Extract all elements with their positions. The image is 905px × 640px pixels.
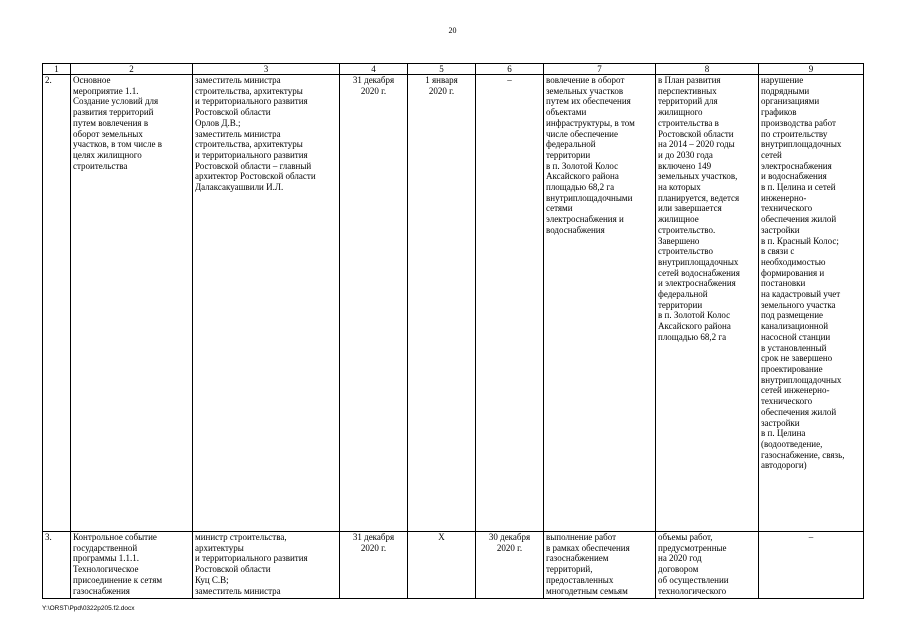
- column-number: 1: [43, 64, 71, 75]
- row-number-cell: 2.: [43, 75, 71, 532]
- column-number: 8: [656, 64, 759, 75]
- responsible-cell: министр строительства, архитектуры и территориального развития Ростовской области Куц С.В; заместитель министра: [193, 532, 340, 599]
- actual-end-date-cell: –: [476, 75, 544, 532]
- actual-end-date-cell: 30 декабря 2020 г.: [476, 532, 544, 599]
- column-number: 2: [71, 64, 193, 75]
- table-row: [43, 532, 864, 599]
- activity-name-cell: Основное мероприятие 1.1. Создание условий для развития территорий путем вовлечения в оборот земельных участков, в том числе в целях жилищного строительства: [71, 75, 193, 532]
- footer-file-path: Y:\ORST\Ppd\0322p205.f2.docx: [42, 605, 135, 612]
- actual-start-date-cell: 1 января 2020 г.: [408, 75, 476, 532]
- row-number-cell: 3.: [43, 532, 71, 599]
- actual-start-date-cell: X: [408, 532, 476, 599]
- column-number: 6: [476, 64, 544, 75]
- planned-results-cell: выполнение работ в рамках обеспечения газоснабжением территорий, предоставленных многодетным семьям: [544, 532, 656, 599]
- planned-date-cell: 31 декабря 2020 г.: [340, 75, 408, 532]
- column-number: 5: [408, 64, 476, 75]
- column-number: 9: [759, 64, 864, 75]
- planned-results-cell: вовлечение в оборот земельных участков путем их обеспечения объектами инфраструктуры, в том числе обеспечение федеральной территории в п. Золотой Колос Аксайского района площадью 68,2 га внутриплощадочными сетями электроснабжения и водоснабжения: [544, 75, 656, 532]
- actual-results-cell: объемы работ, предусмотренные на 2020 год договором об осуществлении технологического: [656, 532, 759, 599]
- planned-date-cell: 31 декабря 2020 г.: [340, 532, 408, 599]
- report-table: [42, 63, 864, 599]
- column-number: 4: [340, 64, 408, 75]
- problems-cell: –: [759, 532, 864, 599]
- column-number: 3: [193, 64, 340, 75]
- column-number: 7: [544, 64, 656, 75]
- column-number-row: [43, 64, 864, 75]
- responsible-cell: заместитель министра строительства, архитектуры и территориального развития Ростовской области Орлов Д.В.; заместитель министра строительства, архитектуры и территориального развития Ростовской области – главный архитектор Ростовской области Далаксакуашвили И.Л.: [193, 75, 340, 532]
- page-number: 20: [448, 26, 457, 35]
- activity-name-cell: Контрольное событие государственной программы 1.1.1. Технологическое присоединение к сетям газоснабжения: [71, 532, 193, 599]
- problems-cell: нарушение подрядными организациями графиков производства работ по строительству внутриплощадочных сетей электроснабжения и водоснабжения в п. Целина и сетей инженерно- технического обеспечения жилой застройки в п. Красный Колос; в связи с необходимостью формирования и постановки на кадастровый учет земельного участка под размещение канализационной насосной станции в установленный срок не завершено проектирование внутриплощадочных сетей инженерно- технического обеспечения жилой застройки в п. Целина (водоотведение, газоснабжение, связь, автодороги): [759, 75, 864, 532]
- table-row: [43, 75, 864, 532]
- actual-results-cell: в План развития перспективных территорий для жилищного строительства в Ростовской области на 2014 – 2020 годы и до 2030 года включено 149 земельных участков, на которых планируется, ведется или завершается жилищное строительство. Завершено строительство внутриплощадочных сетей водоснабжения и электроснабжения федеральной территории в п. Золотой Колос Аксайского района площадью 68,2 га: [656, 75, 759, 532]
